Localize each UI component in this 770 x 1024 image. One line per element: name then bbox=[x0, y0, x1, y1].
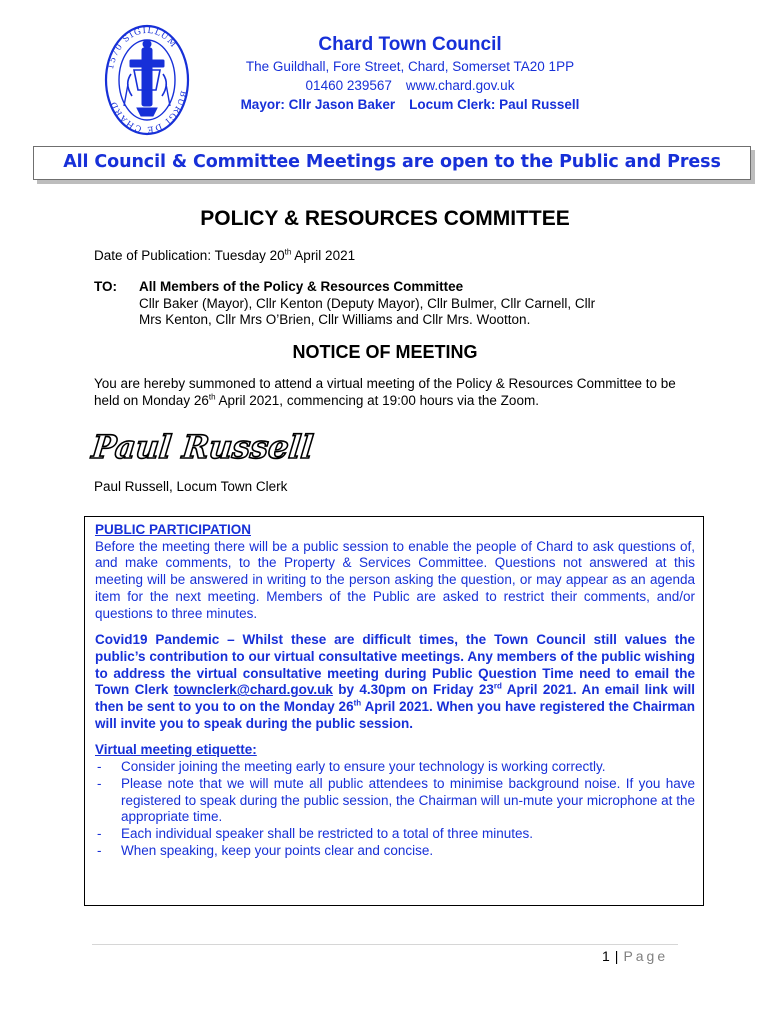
clerk-signature-name: Paul Russell, Locum Town Clerk bbox=[94, 479, 288, 494]
council-address: The Guildhall, Fore Street, Chard, Somerset TA20 1PP bbox=[245, 59, 575, 74]
covid-text: April 2021. When you have registered the Chairman will invite you to speak during the public session. bbox=[95, 699, 695, 731]
to-label: TO: bbox=[94, 279, 117, 294]
committee-title: POLICY & RESOURCES COMMITTEE bbox=[200, 207, 570, 230]
seal-top-text: 1570 SIGILLUM bbox=[105, 25, 179, 71]
summons-sup: th bbox=[208, 392, 216, 401]
publication-date-prefix: Date of Publication: Tuesday 20 bbox=[94, 248, 285, 263]
covid-notice bbox=[95, 632, 695, 732]
officials-line bbox=[205, 97, 615, 112]
notice-title: NOTICE OF MEETING bbox=[292, 342, 478, 362]
etiquette-item-text: Each individual speaker shall be restricted to a total of three minutes. bbox=[121, 825, 533, 841]
contact-line bbox=[205, 78, 615, 93]
page-separator: | bbox=[614, 948, 619, 964]
covid-sup: rd bbox=[493, 681, 502, 691]
etiquette-item: - Consider joining the meeting early to ensure your technology is working correctly. bbox=[97, 759, 606, 775]
recipients-block bbox=[139, 279, 679, 329]
etiquette-list bbox=[95, 759, 695, 859]
seal-emblem-icon bbox=[124, 40, 170, 116]
seal-bottom-text: BURGI DE CHARD bbox=[108, 89, 189, 135]
footer-divider bbox=[92, 944, 678, 945]
clerk-email-link[interactable]: townclerk@chard.gov.uk bbox=[173, 682, 333, 698]
publication-date bbox=[94, 248, 355, 263]
etiquette-item: - Each individual speaker shall be restricted to a total of three minutes. bbox=[97, 825, 533, 841]
covid-sup: th bbox=[353, 698, 362, 708]
public-access-text: All Council & Committee Meetings are open to the Public and Press bbox=[63, 152, 721, 172]
recipients-line: Cllr Baker (Mayor), Cllr Kenton (Deputy Mayor), Cllr Bulmer, Cllr Carnell, Cllr bbox=[139, 295, 596, 311]
council-seal bbox=[104, 24, 190, 136]
public-access-banner bbox=[33, 146, 751, 180]
etiquette-item-text: Consider joining the meeting early to ensure your technology is working correctly. bbox=[121, 759, 606, 775]
summons-text: You are hereby summoned to attend a virtual meeting of the Policy & Resources Committee to be held on Monday 26 bbox=[94, 376, 676, 408]
covid-text: April 2021. An email link will then be sent to you to on the Monday 26 bbox=[95, 682, 695, 715]
participation-body: Before the meeting there will be a public session to enable the people of Chard to ask questions of, and make comments, to the Property & Services Committee. Questions not answered at this meeting will be answered in writing to the person asking the question, or may appear as an agenda item for the next meeting. Members of the Public are asked to restrict their comments, and/or questions to three minutes. bbox=[95, 538, 695, 621]
covid-text: by 4.30pm on Friday 23 bbox=[332, 682, 494, 698]
mayor-name: Mayor: Cllr Jason Baker bbox=[240, 97, 396, 112]
page-footer bbox=[602, 948, 668, 964]
etiquette-heading: Virtual meeting etiquette: bbox=[95, 742, 257, 758]
recipients-line: Mrs Kenton, Cllr Mrs O’Brien, Cllr Williams and Cllr Mrs. Wootton. bbox=[139, 312, 531, 327]
summons-paragraph bbox=[94, 376, 684, 409]
public-participation-box bbox=[84, 516, 704, 906]
recipients-heading: All Members of the Policy & Resources Committee bbox=[139, 279, 464, 294]
summons-text: April 2021, commencing at 19:00 hours via the Zoom. bbox=[215, 392, 539, 408]
clerk-name: Locum Clerk: Paul Russell bbox=[409, 97, 580, 112]
page-label: Page bbox=[623, 948, 669, 964]
etiquette-item: - Please note that we will mute all public attendees to minimise background noise. If you have registered to speak during the public session, the Chairman will un-mute your microphone at the appropriate time. bbox=[97, 775, 695, 825]
participation-heading: PUBLIC PARTICIPATION bbox=[95, 522, 251, 537]
publication-date-sup: th bbox=[284, 247, 292, 257]
phone-number: 01460 239567 bbox=[305, 78, 392, 93]
publication-date-suffix: April 2021 bbox=[291, 248, 356, 263]
page-number: 1 bbox=[602, 948, 610, 964]
etiquette-item: - When speaking, keep your points clear and concise. bbox=[97, 842, 434, 858]
clerk-signature: Paul Russell bbox=[90, 428, 316, 466]
website-link[interactable]: www.chard.gov.uk bbox=[405, 78, 515, 93]
etiquette-item-text: Please note that we will mute all public attendees to minimise background noise. If you have registered to speak during the public session, the Chairman will un-mute your microphone at the appropriate time. bbox=[121, 775, 695, 825]
etiquette-item-text: When speaking, keep your points clear and concise. bbox=[121, 842, 434, 858]
covid-text: Covid19 Pandemic – Whilst these are difficult times, the Town Council still values the public’s contribution to our virtual consultative meetings. Any members of the public wishing to address the virtual consultative meeting during Public Question Time need to email the Town Clerk bbox=[95, 632, 695, 698]
council-name: Chard Town Council bbox=[318, 34, 502, 55]
